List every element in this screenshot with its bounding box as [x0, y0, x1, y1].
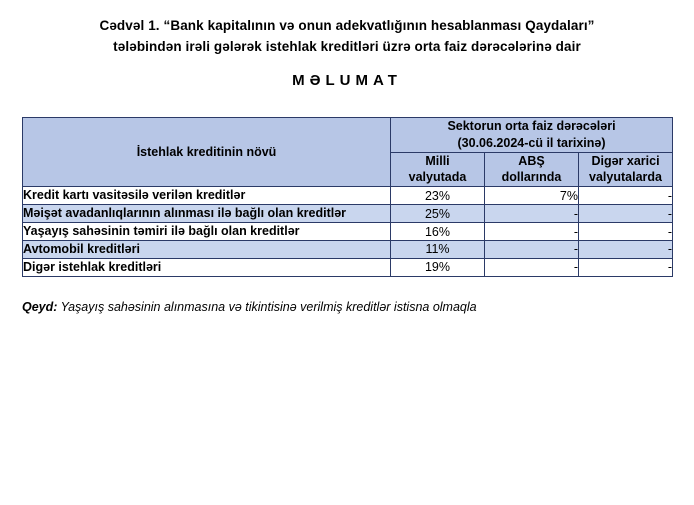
row-value-other: -	[579, 258, 673, 276]
table-row	[23, 187, 673, 205]
title-block	[27, 16, 667, 89]
header-sector-rates-line1: Sektorun orta faiz dərəcələri	[447, 118, 616, 133]
interest-rates-table	[22, 117, 673, 277]
title-line-2: tələbindən irəli gələrək istehlak kreditləri üzrə orta faiz dərəcələrinə dair	[113, 38, 581, 54]
row-label: Məişət avadanlıqlarının alınması ilə bağlı olan kreditlər	[23, 205, 391, 223]
row-value-usd: -	[485, 223, 579, 241]
note-text: Yaşayış sahəsinin alınmasına və tikintisinə verilmiş kreditlər istisna olmaqla	[57, 299, 477, 314]
row-label: Digər istehlak kreditləri	[23, 258, 391, 276]
table-row	[23, 223, 673, 241]
header-currency-national-line1: Milli	[425, 153, 450, 168]
table-header	[23, 117, 673, 187]
header-row-group	[23, 117, 673, 152]
table-body	[23, 187, 673, 276]
row-value-usd: -	[485, 205, 579, 223]
row-label: Kredit kartı vasitəsilə verilən kreditlər	[23, 187, 391, 205]
row-value-other: -	[579, 205, 673, 223]
header-currency-other-line1: Digər xarici	[591, 153, 660, 168]
note-label: Qeyd:	[22, 299, 58, 314]
row-value-other: -	[579, 187, 673, 205]
header-sector-rates	[391, 117, 673, 152]
header-currency-usd	[485, 152, 579, 187]
header-currency-other-line2: valyutalarda	[589, 170, 662, 185]
row-value-national: 19%	[391, 258, 485, 276]
row-label: Yaşayış sahəsinin təmiri ilə bağlı olan kreditlər	[23, 223, 391, 241]
row-value-national: 11%	[391, 240, 485, 258]
row-value-usd: -	[485, 240, 579, 258]
table-row	[23, 205, 673, 223]
table-row	[23, 258, 673, 276]
header-credit-type: İstehlak kreditinin növü	[23, 117, 391, 187]
row-value-usd: 7%	[485, 187, 579, 205]
row-value-usd: -	[485, 258, 579, 276]
document-subtitle: MƏLUMAT	[292, 71, 402, 89]
table-row	[23, 240, 673, 258]
row-value-other: -	[579, 223, 673, 241]
header-currency-usd-line1: ABŞ	[518, 153, 545, 168]
header-sector-rates-line2: (30.06.2024-cü il tarixinə)	[457, 135, 606, 150]
row-label: Avtomobil kreditləri	[23, 240, 391, 258]
header-currency-usd-line2: dollarında	[501, 170, 562, 185]
row-value-national: 25%	[391, 205, 485, 223]
table-note	[22, 299, 672, 317]
header-currency-national	[391, 152, 485, 187]
row-value-national: 23%	[391, 187, 485, 205]
header-currency-national-line2: valyutada	[408, 170, 467, 185]
row-value-national: 16%	[391, 223, 485, 241]
row-value-other: -	[579, 240, 673, 258]
title-line-1: Cədvəl 1. “Bank kapitalının və onun adekvatlığının hesablanması Qaydaları”	[99, 18, 595, 33]
header-currency-other	[579, 152, 673, 187]
